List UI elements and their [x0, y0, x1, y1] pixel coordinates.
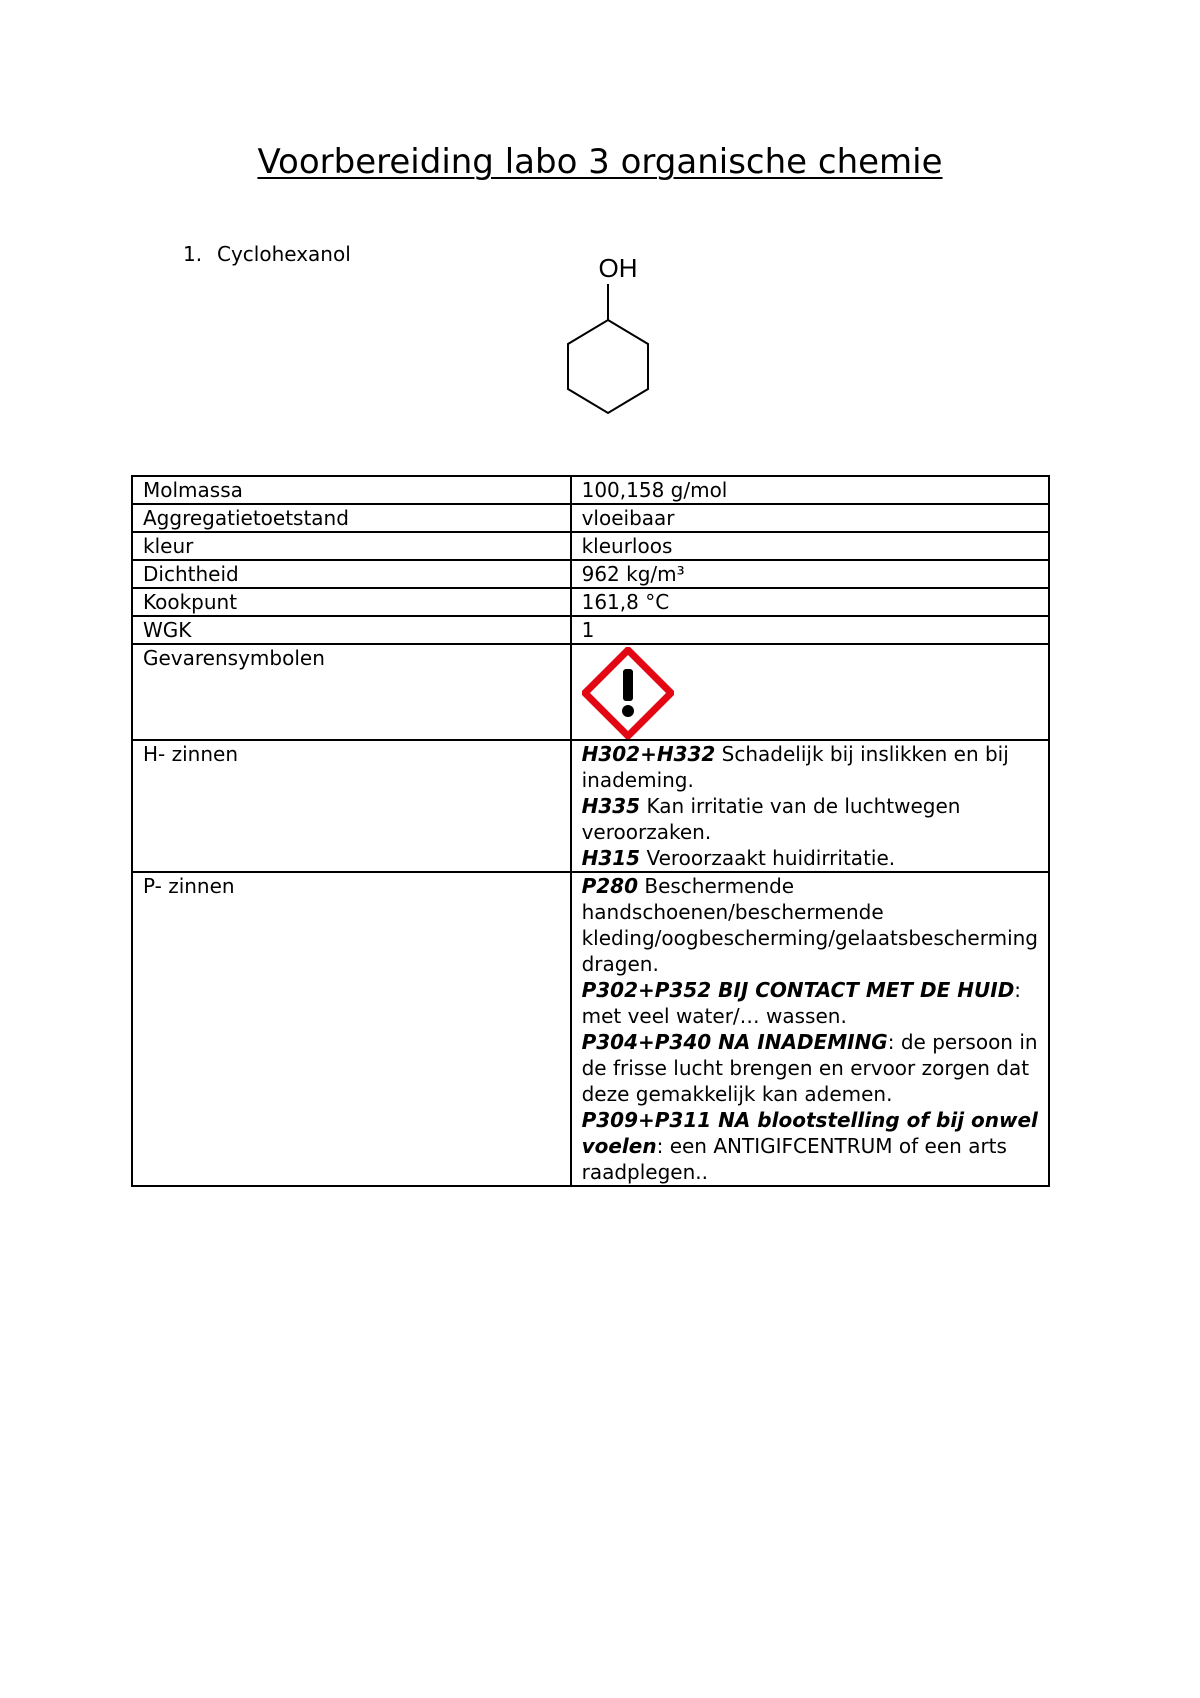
p-statement-text: : de persoon in de frisse lucht brengen en ervoor zorgen dat deze gemakkelijk kan ademen. — [581, 1030, 1038, 1106]
document-title: Voorbereiding labo 3 organische chemie — [257, 142, 943, 182]
p-statement — [582, 977, 1038, 1029]
property-value: 962 kg/m³ — [571, 560, 1049, 588]
properties-table — [131, 475, 1050, 1187]
h-statement-code: H302+H332 — [581, 742, 716, 766]
property-value: 100,158 g/mol — [571, 476, 1049, 504]
h-statement — [582, 845, 1038, 871]
property-value: kleurloos — [571, 532, 1049, 560]
property-value: 1 — [571, 616, 1049, 644]
p-statement-text: Beschermende handschoenen/beschermende kleding/oogbescherming/gelaatsbescherming dragen. — [581, 874, 1038, 976]
property-label: Dichtheid — [132, 560, 571, 588]
p-statement-code: P309+P311 NA blootstelling of bij onwel voelen — [581, 1108, 1038, 1158]
table-row — [132, 504, 1049, 532]
table-row — [132, 872, 1049, 1186]
cyclohexane-ring — [568, 320, 648, 413]
exclamation-mark-icon — [582, 647, 674, 739]
p-statements-label: P- zinnen — [132, 872, 571, 1186]
property-value: 161,8 °C — [571, 588, 1049, 616]
h-statement-text: Schadelijk bij inslikken en bij inademing. — [581, 742, 1009, 792]
table-row — [132, 476, 1049, 504]
property-label: Aggregatietoetstand — [132, 504, 571, 532]
h-statement — [582, 793, 1038, 845]
property-label: Molmassa — [132, 476, 571, 504]
table-row — [132, 588, 1049, 616]
p-statement-code: P280 — [581, 874, 638, 898]
table-row — [132, 644, 1049, 740]
property-label: kleur — [132, 532, 571, 560]
table-row — [132, 740, 1049, 872]
p-statement — [582, 1107, 1038, 1185]
h-statement-code: H335 — [581, 794, 641, 818]
table-row — [132, 532, 1049, 560]
hazard-label: Gevarensymbolen — [132, 644, 571, 740]
p-statement-code: P304+P340 NA INADEMING — [581, 1030, 888, 1054]
p-statement-text: : een ANTIGIFCENTRUM of een arts raadplegen.. — [581, 1134, 1007, 1184]
h-statement-text: Veroorzaakt huidirritatie. — [640, 846, 896, 870]
hydroxyl-label: OH — [598, 255, 638, 283]
property-label: Kookpunt — [132, 588, 571, 616]
h-statements-label: H- zinnen — [132, 740, 571, 872]
p-statement-code: P302+P352 BIJ CONTACT MET DE HUID — [581, 978, 1015, 1002]
h-statements — [571, 740, 1049, 872]
section-name: Cyclohexanol — [217, 242, 351, 266]
property-label: WGK — [132, 616, 571, 644]
section-heading — [183, 242, 351, 266]
table-row — [132, 560, 1049, 588]
hazard-symbol-cell — [571, 644, 1049, 740]
p-statement — [582, 873, 1038, 977]
p-statements — [571, 872, 1049, 1186]
p-statement — [582, 1029, 1038, 1107]
cyclohexanol-structure — [540, 255, 680, 435]
section-number: 1. — [183, 242, 203, 266]
property-value: vloeibaar — [571, 504, 1049, 532]
h-statement — [582, 741, 1038, 793]
p-statement-text: : met veel water/… wassen. — [581, 978, 1022, 1028]
table-row — [132, 616, 1049, 644]
h-statement-code: H315 — [581, 846, 641, 870]
h-statement-text: Kan irritatie van de luchtwegen veroorzaken. — [581, 794, 961, 844]
